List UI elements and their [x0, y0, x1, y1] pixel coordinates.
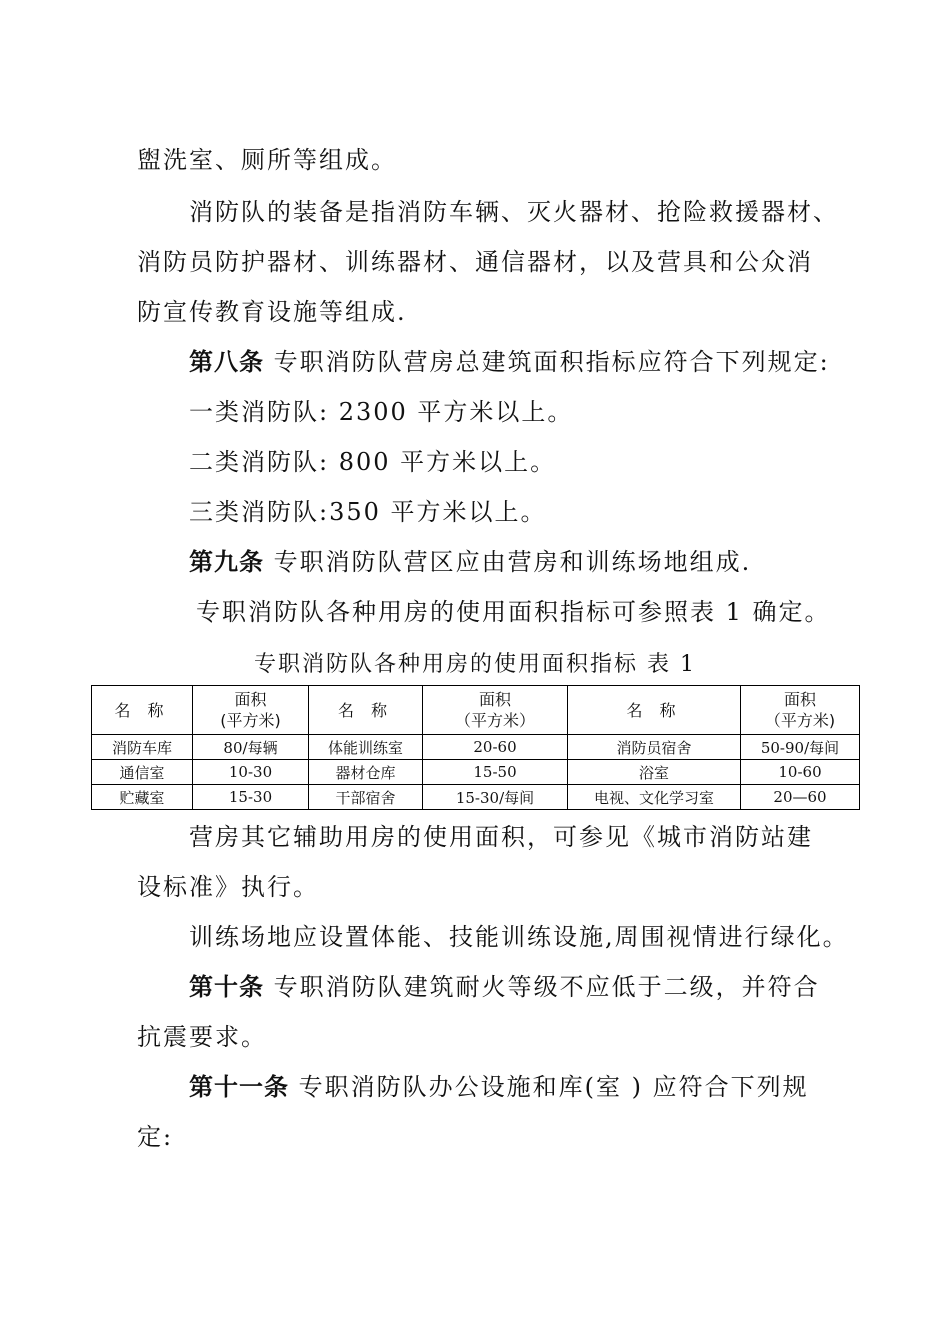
table-row	[92, 785, 860, 810]
room-name: 浴室	[568, 760, 741, 785]
paragraph-line: 营房其它辅助用房的使用面积，可参见《城市消防站建	[189, 823, 813, 851]
header-area: 面积 （平方米)	[741, 686, 860, 735]
article-9-line-2: 专职消防队各种用房的使用面积指标可参照表 1 确定。	[196, 598, 831, 626]
room-name: 干部宿舍	[309, 785, 423, 810]
article-10-line-2: 抗震要求。	[137, 1023, 267, 1051]
paragraph-line: 设标准》执行。	[137, 873, 319, 901]
header-name: 名 称	[309, 686, 423, 735]
table-header-row	[92, 686, 860, 735]
paragraph-line: 消防员防护器材、训练器材、通信器材，以及营具和公众消	[137, 248, 813, 276]
room-area: 20-60	[423, 735, 568, 760]
room-area: 10-60	[741, 760, 860, 785]
article-8-label: 第八条	[189, 348, 264, 376]
paragraph-line: 消防队的装备是指消防车辆、灭火器材、抢险救援器材、	[189, 198, 839, 226]
header-name: 名 称	[568, 686, 741, 735]
area-index-table	[91, 685, 860, 810]
article-8-text: 专职消防队营房总建筑面积指标应符合下列规定:	[264, 348, 830, 376]
article-10	[189, 972, 820, 1002]
article-10-text: 专职消防队建筑耐火等级不应低于二级，并符合	[264, 973, 820, 1001]
article-9-text: 专职消防队营区应由营房和训练场地组成.	[264, 548, 752, 576]
room-area: 15-30/每间	[423, 785, 568, 810]
paragraph-line: 盥洗室、厕所等组成。	[137, 146, 397, 174]
room-area: 20—60	[741, 785, 860, 810]
article-11	[189, 1072, 809, 1102]
paragraph-line: 防宣传教育设施等组成.	[137, 298, 407, 326]
room-area: 10-30	[193, 760, 309, 785]
article-8	[189, 347, 830, 377]
room-name: 消防车库	[92, 735, 193, 760]
header-name: 名 称	[92, 686, 193, 735]
table-caption: 专职消防队各种用房的使用面积指标 表 1	[254, 652, 696, 677]
header-area: 面积 （平方米）	[423, 686, 568, 735]
table-row	[92, 735, 860, 760]
article-9	[189, 547, 751, 577]
header-area: 面积 (平方米)	[193, 686, 309, 735]
room-name: 贮藏室	[92, 785, 193, 810]
paragraph-line: 训练场地应设置体能、技能训练设施,周围视情进行绿化。	[189, 923, 849, 951]
room-area: 50-90/每间	[741, 735, 860, 760]
article-9-label: 第九条	[189, 548, 264, 576]
room-name: 器材仓库	[309, 760, 423, 785]
article-8-item-1: 一类消防队: 2300 平方米以上。	[189, 398, 574, 426]
article-8-item-2: 二类消防队: 800 平方米以上。	[189, 448, 557, 476]
room-area: 80/每辆	[193, 735, 309, 760]
room-area: 15-50	[423, 760, 568, 785]
room-name: 通信室	[92, 760, 193, 785]
article-10-label: 第十条	[189, 973, 264, 1001]
article-11-label: 第十一条	[189, 1073, 289, 1101]
table-row	[92, 760, 860, 785]
room-name: 电视、文化学习室	[568, 785, 741, 810]
article-11-text: 专职消防队办公设施和库(室 ) 应符合下列规	[289, 1073, 809, 1101]
room-area: 15-30	[193, 785, 309, 810]
article-8-item-3: 三类消防队:350 平方米以上。	[189, 498, 547, 526]
room-name: 消防员宿舍	[568, 735, 741, 760]
room-name: 体能训练室	[309, 735, 423, 760]
article-11-line-2: 定:	[137, 1123, 174, 1151]
